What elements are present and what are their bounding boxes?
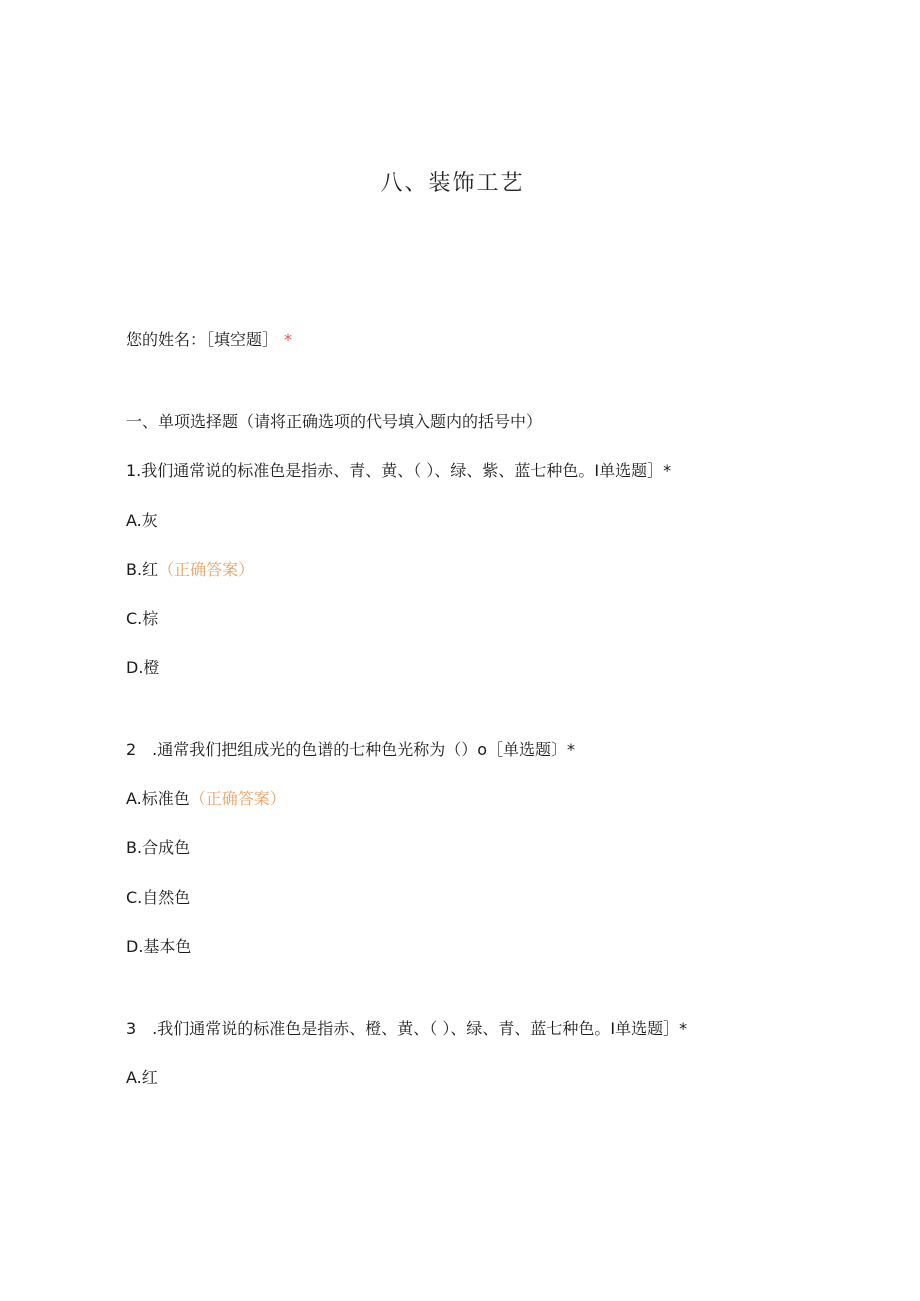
- question-2-option-b[interactable]: B.合成色: [126, 838, 191, 857]
- question-1-option-d[interactable]: D.橙: [126, 658, 160, 677]
- option-label: A.标准色: [126, 789, 190, 808]
- option-label: B.红: [126, 560, 159, 579]
- question-2-text: 2 .通常我们把组成光的色谱的七种色光称为（）o［单选题〕*: [126, 740, 576, 759]
- question-1-option-c[interactable]: C.棕: [126, 609, 159, 628]
- question-1-option-a[interactable]: A.灰: [126, 511, 158, 530]
- question-1-option-b[interactable]: [126, 559, 254, 581]
- section-heading: 一、单项选择题（请将正确选项的代号填入题内的括号中）: [126, 412, 543, 431]
- question-2-option-a[interactable]: [126, 788, 286, 810]
- question-2-option-d[interactable]: D.基本色: [126, 937, 192, 956]
- question-3-option-a[interactable]: A.红: [126, 1068, 158, 1087]
- correct-answer-tag: （正确答案）: [158, 560, 255, 579]
- required-mark: *: [284, 330, 293, 349]
- correct-answer-tag: （正确答案）: [189, 789, 286, 808]
- question-2-option-c[interactable]: C.自然色: [126, 888, 191, 907]
- name-field-text: 您的姓名：［填空题］: [126, 330, 279, 349]
- name-field-label: [126, 329, 292, 351]
- question-1-text: 1.我们通常说的标准色是指赤、青、黄、（ ）、绿、紫、蓝七种色。I单选题］*: [126, 461, 672, 480]
- question-3-text: 3 .我们通常说的标准色是指赤、橙、黄、（ ）、绿、青、蓝七种色。I单选题］*: [126, 1019, 688, 1038]
- page-title: 八、装饰工艺: [380, 171, 525, 196]
